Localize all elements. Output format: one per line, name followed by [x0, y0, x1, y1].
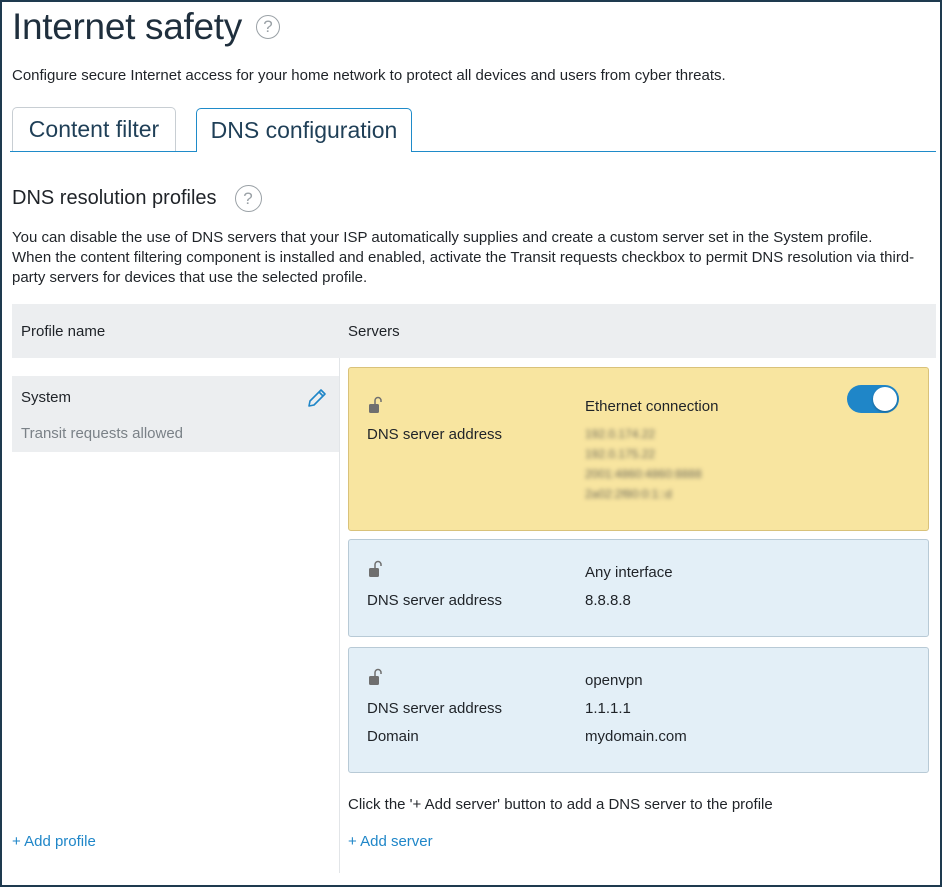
tab-content-filter[interactable]: Content filter [12, 107, 176, 151]
redacted-addresses: 192.0.174.22 192.0.175.22 2001:4860:4860:8888 2a02:2f80:0:1::d [585, 427, 702, 501]
help-icon[interactable]: ? [256, 15, 280, 39]
server-card[interactable] [348, 539, 929, 637]
server-enabled-toggle[interactable] [847, 385, 899, 413]
column-header-servers: Servers [348, 323, 400, 340]
add-server-hint: Click the '+ Add server' button to add a DNS server to the profile [348, 796, 773, 813]
section-header [12, 185, 262, 212]
help-icon[interactable]: ? [235, 185, 262, 212]
dns-address-label: DNS server address [367, 592, 503, 609]
toggle-knob [873, 387, 897, 411]
dns-address-label: DNS server address [367, 700, 503, 717]
dns-address-label: DNS server address [367, 426, 503, 443]
description-line: You can disable the use of DNS servers that your ISP automatically supplies and create a custom server set in the System profile. [12, 229, 873, 246]
column-divider [339, 358, 340, 873]
section-description [12, 228, 937, 288]
page-subtitle: Configure secure Internet access for your home network to protect all devices and users from cyber threats. [12, 67, 726, 84]
domain-label: Domain [367, 728, 419, 745]
server-interface: openvpn [585, 672, 643, 689]
server-card[interactable] [348, 367, 929, 531]
section-title: DNS resolution profiles [12, 187, 217, 209]
description-line: When the content filtering component is installed and enabled, activate the Transit requests checkbox to permit DNS resolution via third-party servers for devices that use the selected profile. [12, 249, 915, 286]
tab-bar [10, 106, 936, 152]
domain-value: mydomain.com [585, 728, 687, 745]
dns-address-value: 8.8.8.8 [585, 592, 631, 609]
server-card[interactable] [348, 647, 929, 773]
profile-row-system[interactable] [12, 376, 339, 452]
pencil-icon[interactable] [305, 386, 329, 410]
dns-address-value: 1.1.1.1 [585, 700, 631, 717]
server-interface: Any interface [585, 564, 673, 581]
unlock-icon [368, 668, 384, 686]
tab-dns-configuration[interactable]: DNS configuration [196, 108, 412, 152]
page-title: Internet safety [12, 6, 242, 47]
add-server-link[interactable]: + Add server [348, 833, 433, 850]
add-profile-link[interactable]: + Add profile [12, 833, 96, 850]
server-interface: Ethernet connection [585, 398, 719, 415]
column-header-profile: Profile name [21, 323, 106, 340]
profile-status: Transit requests allowed [21, 425, 184, 442]
title-row [12, 6, 280, 48]
unlock-icon [368, 560, 384, 578]
table-header [12, 304, 936, 358]
profile-name: System [21, 389, 72, 406]
unlock-icon [368, 396, 384, 414]
